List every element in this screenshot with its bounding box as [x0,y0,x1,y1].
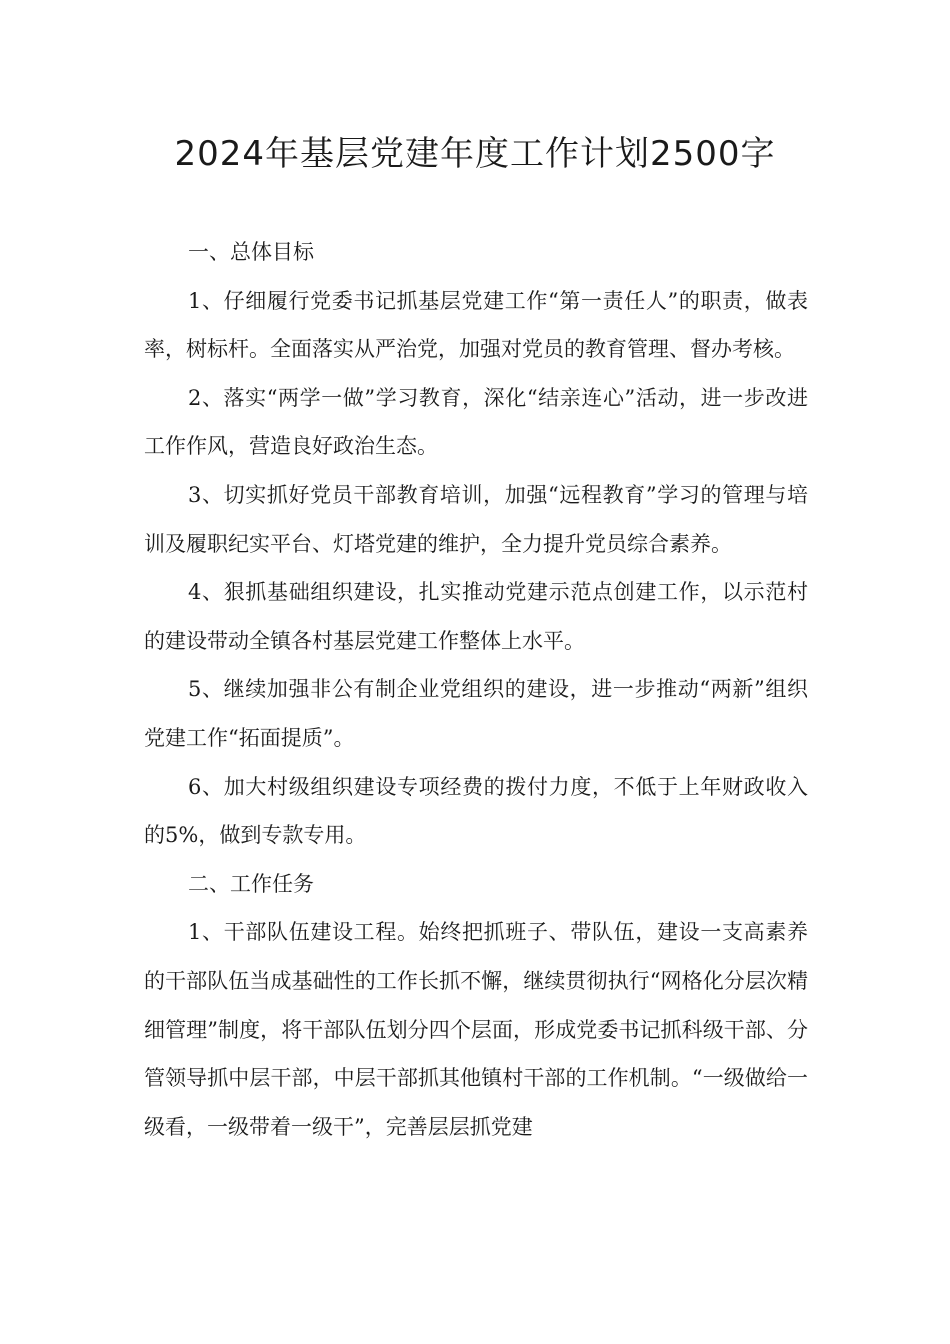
paragraph-goal-1: 1、仔细履行党委书记抓基层党建工作“第一责任人”的职责，做表率，树标杆。全面落实从严治党，加强对党员的教育管理、督办考核。 [144,288,808,362]
paragraph-goal-6: 6、加大村级组织建设专项经费的拨付力度，不低于上年财政收入的5%，做到专款专用。 [144,774,808,848]
paragraph-task-1: 1、干部队伍建设工程。始终把抓班子、带队伍，建设一支高素养的干部队伍当成基础性的工作长抓不懈，继续贯彻执行“网格化分层次精细管理”制度，将干部队伍划分四个层面，形成党委书记抓科级干部、分管领导抓中层干部，中层干部抓其他镇村干部的工作机制。“一级做给一级看，一级带着一级干”，完善层层抓党建 [144,920,808,1139]
paragraph-goal-2: 2、落实“两学一做”学习教育，深化“结亲连心”活动，进一步改进工作作风，营造良好政治生态。 [144,385,808,459]
section-heading-overall-goals: 一、总体目标 [188,240,314,264]
document-body [144,228,808,1151]
paragraph-goal-4: 4、狠抓基础组织建设，扎实推动党建示范点创建工作，以示范村的建设带动全镇各村基层党建工作整体上水平。 [144,580,808,653]
paragraph-goal-5: 5、继续加强非公有制企业党组织的建设，进一步推动“两新”组织党建工作“拓面提质”。 [144,677,808,750]
section-heading-work-tasks: 二、工作任务 [188,871,314,896]
paragraph-goal-3: 3、切实抓好党员干部教育培训，加强“远程教育”学习的管理与培训及履职纪实平台、灯塔党建的维护，全力提升党员综合素养。 [144,482,808,556]
document-title: 2024年基层党建年度工作计划2500字 [174,134,776,174]
